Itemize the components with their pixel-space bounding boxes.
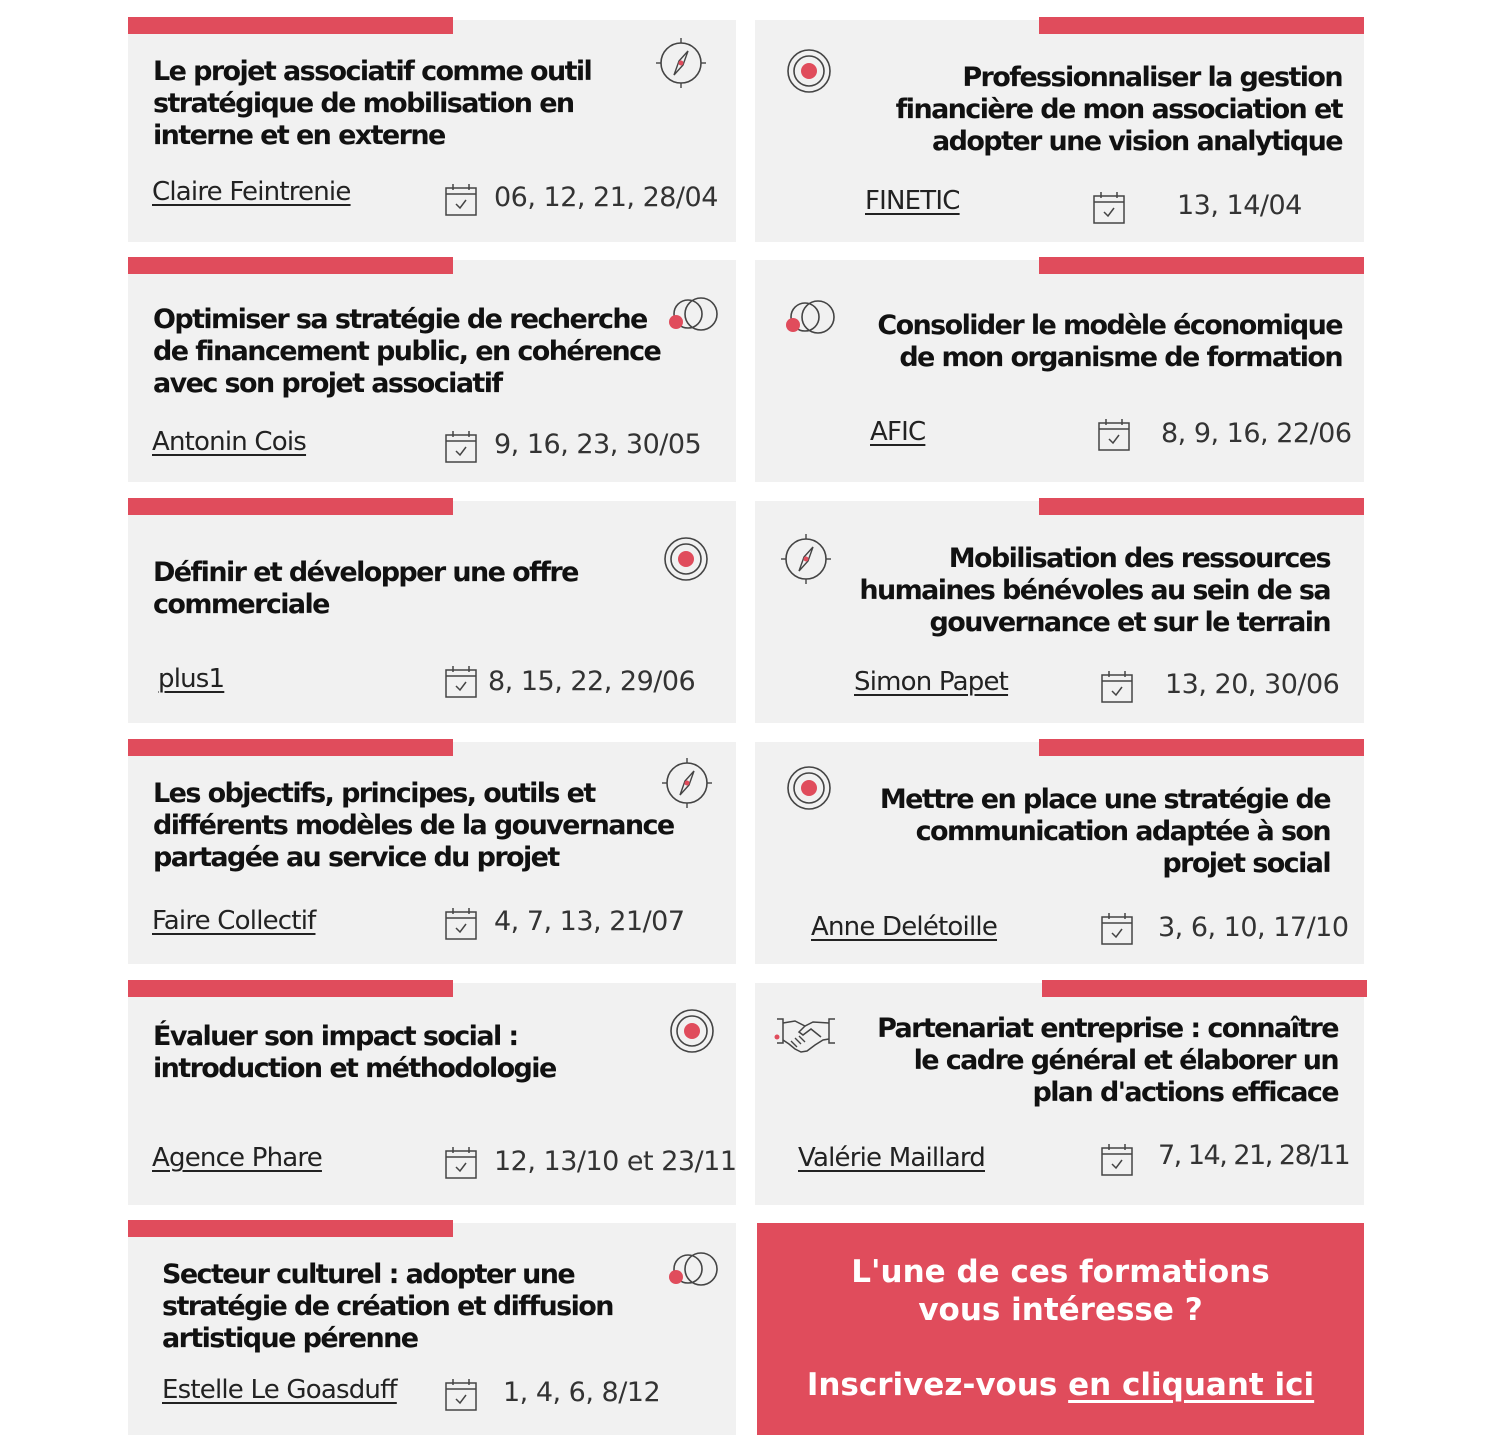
trainer-link[interactable]: Faire Collectif	[152, 906, 316, 936]
calendar-icon	[444, 1378, 478, 1412]
session-dates: 7, 14, 21, 28/11	[1158, 1140, 1350, 1171]
compass-icon	[652, 34, 710, 92]
trainer-link[interactable]: Valérie Maillard	[798, 1143, 985, 1173]
trainer-link[interactable]: Simon Papet	[854, 667, 1009, 697]
training-card	[128, 742, 736, 964]
training-card	[128, 20, 736, 242]
accent-bar	[1042, 980, 1367, 997]
training-card	[755, 742, 1364, 964]
session-dates: 8, 9, 16, 22/06	[1161, 418, 1352, 449]
session-dates: 13, 14/04	[1177, 190, 1302, 221]
training-card	[128, 1223, 736, 1435]
calendar-icon	[1100, 912, 1134, 946]
accent-bar	[128, 498, 453, 515]
card-title: Mobilisation des ressources humaines bénévoles au sein de sa gouvernance et sur le terrain	[859, 543, 1330, 638]
calendar-icon	[1097, 418, 1131, 452]
cta-signup-line	[757, 1367, 1364, 1403]
training-card	[755, 983, 1364, 1205]
calendar-icon	[444, 183, 478, 217]
trainer-link[interactable]: Estelle Le Goasduff	[162, 1375, 397, 1405]
calendar-icon	[1100, 670, 1134, 704]
trainer-link[interactable]: Agence Phare	[152, 1143, 322, 1173]
calendar-icon	[444, 430, 478, 464]
signup-banner	[757, 1223, 1364, 1435]
accent-bar	[128, 17, 453, 34]
card-title: Professionnaliser la gestion financière de mon association et adopter une vision analytique	[895, 62, 1342, 157]
compass-icon	[658, 754, 716, 812]
accent-bar	[1039, 17, 1364, 34]
trainer-link[interactable]: Claire Feintrenie	[152, 177, 351, 207]
training-card	[128, 983, 736, 1205]
session-dates: 3, 6, 10, 17/10	[1158, 912, 1349, 943]
calendar-icon	[1092, 191, 1126, 225]
target-icon	[662, 535, 710, 583]
card-title: Évaluer son impact social : introduction et méthodologie	[153, 1021, 556, 1084]
card-title: Les objectifs, principes, outils et différents modèles de la gouvernance partagée au service du projet	[153, 778, 674, 873]
circles-icon	[666, 1249, 722, 1289]
accent-bar	[128, 739, 453, 756]
trainer-link[interactable]: FINETIC	[865, 186, 960, 216]
training-card	[755, 260, 1364, 482]
trainer-link[interactable]: Antonin Cois	[152, 427, 307, 457]
card-title: Partenariat entreprise : connaître le cadre général et élaborer un plan d'actions efficace	[877, 1013, 1338, 1108]
card-title: Définir et développer une offre commerciale	[153, 557, 578, 620]
card-title: Secteur culturel : adopter une stratégie de création et diffusion artistique pérenne	[162, 1259, 613, 1354]
accent-bar	[1039, 498, 1364, 515]
training-card	[755, 501, 1364, 723]
training-card	[128, 260, 736, 482]
accent-bar	[1039, 739, 1364, 756]
session-dates: 9, 16, 23, 30/05	[494, 429, 702, 460]
target-icon	[668, 1007, 716, 1055]
card-title: Le projet associatif comme outil stratégique de mobilisation en interne et en externe	[153, 56, 592, 151]
session-dates: 1, 4, 6, 8/12	[503, 1377, 661, 1408]
training-card	[128, 501, 736, 723]
calendar-icon	[444, 907, 478, 941]
card-title: Consolider le modèle économique de mon organisme de formation	[877, 310, 1342, 373]
calendar-icon	[444, 1146, 478, 1180]
accent-bar	[128, 1220, 453, 1237]
signup-link[interactable]: en cliquant ici	[1068, 1367, 1315, 1403]
card-title: Mettre en place une stratégie de communication adaptée à son projet social	[879, 784, 1330, 879]
session-dates: 4, 7, 13, 21/07	[494, 906, 685, 937]
circles-icon	[666, 294, 722, 334]
calendar-icon	[444, 665, 478, 699]
cta-prefix: Inscrivez-vous	[806, 1367, 1069, 1403]
training-card	[755, 20, 1364, 242]
accent-bar	[1039, 257, 1364, 274]
accent-bar	[128, 257, 453, 274]
session-dates: 12, 13/10 et 23/11	[494, 1146, 737, 1177]
trainer-link[interactable]: Anne Delétoille	[811, 912, 998, 942]
calendar-icon	[1100, 1143, 1134, 1177]
accent-bar	[128, 980, 453, 997]
session-dates: 13, 20, 30/06	[1165, 669, 1340, 700]
trainer-link[interactable]: plus1	[158, 664, 225, 694]
session-dates: 8, 15, 22, 29/06	[488, 666, 696, 697]
session-dates: 06, 12, 21, 28/04	[494, 182, 718, 213]
card-title: Optimiser sa stratégie de recherche de financement public, en cohérence avec son projet associatif	[153, 304, 661, 399]
trainer-link[interactable]: AFIC	[870, 417, 926, 447]
cta-question: L'une de ces formations vous intéresse ?	[851, 1254, 1270, 1328]
